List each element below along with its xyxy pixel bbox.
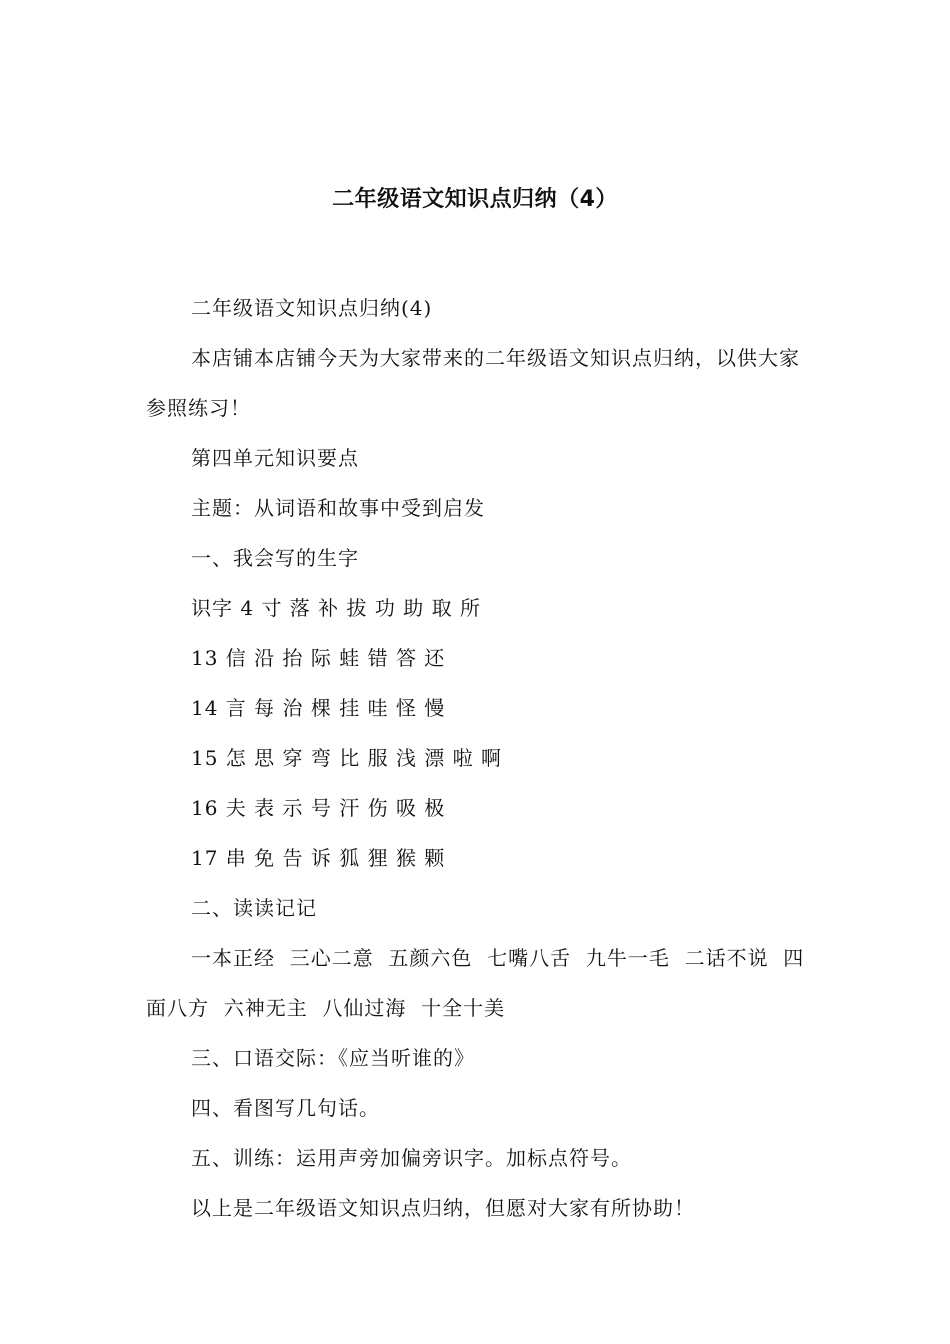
section-heading-picture-writing: 四、看图写几句话。 [191,1096,380,1120]
paragraph-subtitle: 二年级语文知识点归纳(4) [191,296,433,320]
document-body [146,283,811,1233]
character-list-line: 13 信 沿 抬 际 蛙 错 答 还 [191,646,446,670]
paragraph-theme: 主题：从词语和故事中受到启发 [191,496,485,520]
character-list-line: 17 串 免 告 诉 狐 狸 猴 颗 [191,846,446,870]
idiom-list: 一本正经 三心二意 五颜六色 七嘴八舌 九牛一毛 二话不说 四面八方 六神无主 八仙过海 十全十美 [146,946,805,1020]
paragraph-unit-heading: 第四单元知识要点 [191,446,359,470]
character-list-line: 识字 4 寸 落 补 拔 功 助 取 所 [191,596,481,620]
character-list-line: 14 言 每 治 棵 挂 哇 怪 慢 [191,696,446,720]
section-heading-writing-characters: 一、我会写的生字 [191,546,359,570]
section-heading-training: 五、训练：运用声旁加偏旁识字。加标点符号。 [191,1146,632,1170]
section-heading-oral: 三、口语交际：《应当听谁的》 [191,1046,475,1070]
document-title: 二年级语文知识点归纳（4） [332,187,618,212]
paragraph-intro: 本店铺本店铺今天为大家带来的二年级语文知识点归纳，以供大家参照练习！ [146,346,800,420]
character-list-line: 15 怎 思 穿 弯 比 服 浅 漂 啦 啊 [191,746,503,770]
character-list-line: 16 夫 表 示 号 汗 伤 吸 极 [191,796,446,820]
section-heading-reading: 二、读读记记 [191,896,317,920]
paragraph-closing: 以上是二年级语文知识点归纳，但愿对大家有所协助！ [191,1196,695,1220]
